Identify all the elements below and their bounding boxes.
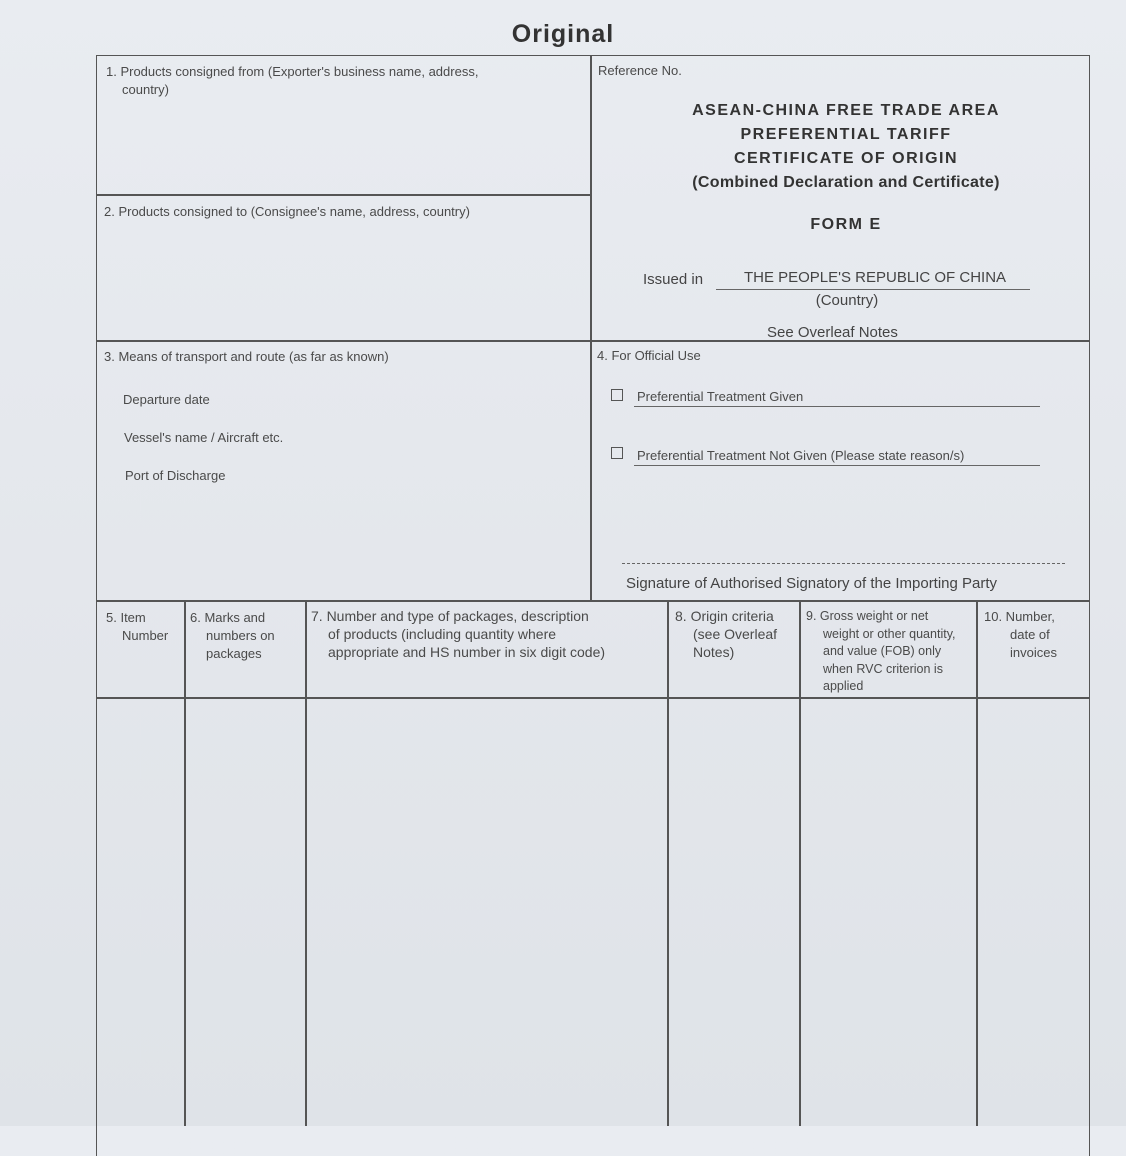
certificate-line4: (Combined Declaration and Certificate) xyxy=(692,174,1000,191)
departure-date-label: Departure date xyxy=(123,392,210,407)
col5-header: 5. Item Number xyxy=(106,610,169,643)
port-discharge-label: Port of Discharge xyxy=(125,468,226,483)
treatment-given-label: Preferential Treatment Given xyxy=(637,389,804,404)
vessel-name-label: Vessel's name / Aircraft etc. xyxy=(124,430,284,445)
col8-header: 8. Origin criteria (see Overleaf Notes) xyxy=(675,608,778,660)
invoice-cell[interactable] xyxy=(978,699,1086,1126)
reference-label: Reference No. xyxy=(598,63,682,78)
box4-label: 4. For Official Use xyxy=(597,348,701,363)
certificate-line3: CERTIFICATE OF ORIGIN xyxy=(733,150,959,167)
issued-in-underline xyxy=(716,289,1030,290)
divider-vertical-top xyxy=(590,55,592,600)
overleaf-notes: See Overleaf Notes xyxy=(767,324,898,341)
treatment-not-given-underline xyxy=(634,465,1040,466)
description-cell[interactable] xyxy=(307,699,666,1126)
signature-label: Signature of Authorised Signatory of the Importing Party xyxy=(626,575,998,592)
col6-header: 6. Marks and numbers on packages xyxy=(190,610,275,661)
treatment-not-given-checkbox[interactable] xyxy=(611,447,623,459)
col7-header: 7. Number and type of packages, description of products (including quantity where appropriate and HS number in six digit code) xyxy=(311,608,606,660)
marks-numbers-cell[interactable] xyxy=(186,699,304,1126)
divider-mid-section xyxy=(96,600,1089,602)
treatment-given-checkbox[interactable] xyxy=(611,389,623,401)
col10-header: 10. Number, date of invoices xyxy=(984,609,1057,660)
divider-top-section xyxy=(96,340,1089,342)
treatment-not-given-label: Preferential Treatment Not Given (Please state reason/s) xyxy=(637,448,965,463)
certificate-line2: PREFERENTIAL TARIFF xyxy=(740,126,952,143)
divider-box1-box2 xyxy=(96,194,591,196)
signature-line xyxy=(622,563,1065,564)
box3-label: 3. Means of transport and route (as far as known) xyxy=(104,349,389,364)
issued-in-label: Issued in xyxy=(643,271,704,288)
box1-label: 1. Products consigned from (Exporter's business name, address, country) xyxy=(106,64,479,97)
form-e-title: FORM E xyxy=(810,216,882,233)
box2-label: 2. Products consigned to (Consignee's name, address, country) xyxy=(104,204,470,219)
item-number-cell[interactable] xyxy=(98,699,183,1126)
origin-criteria-cell[interactable] xyxy=(669,699,798,1126)
page-title: Original xyxy=(511,20,615,48)
gross-weight-cell[interactable] xyxy=(801,699,975,1126)
treatment-given-underline xyxy=(634,406,1040,407)
issued-in-value: THE PEOPLE'S REPUBLIC OF CHINA xyxy=(743,269,1007,286)
country-label: (Country) xyxy=(815,292,879,309)
col9-header: 9. Gross weight or net weight or other quantity, and value (FOB) only when RVC criterion is applied xyxy=(806,609,956,693)
certificate-line1: ASEAN-CHINA FREE TRADE AREA xyxy=(692,102,1000,119)
